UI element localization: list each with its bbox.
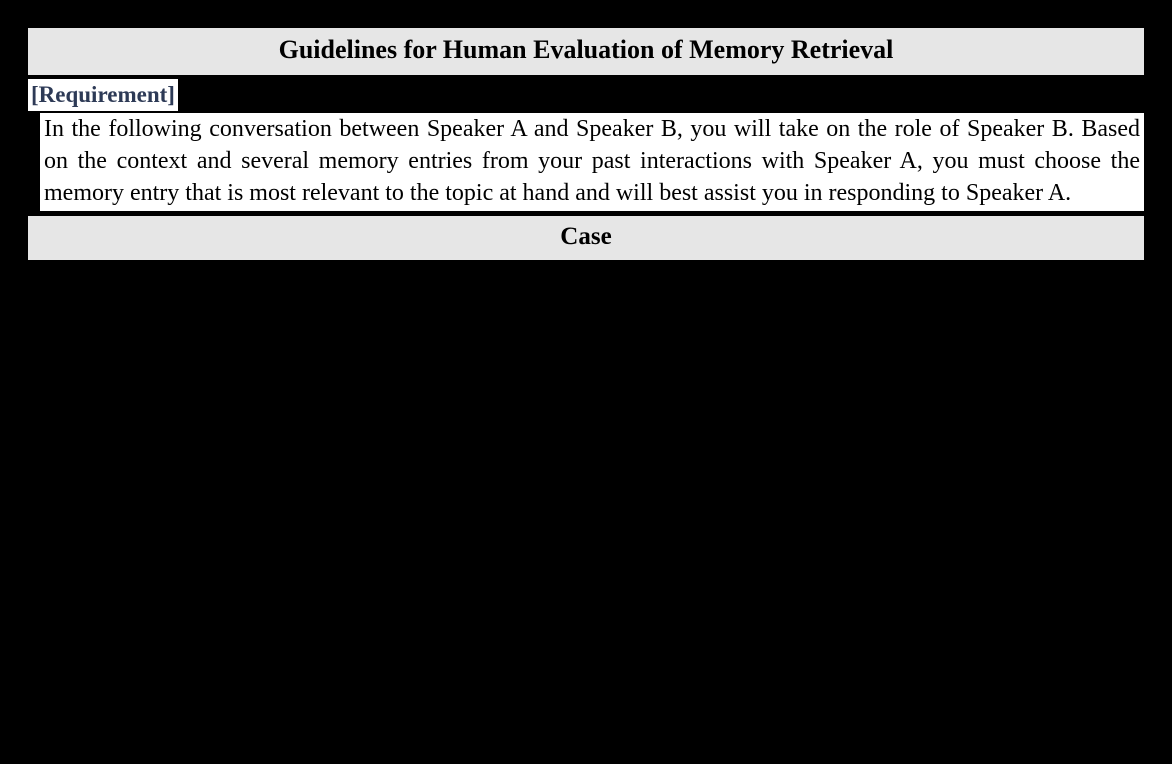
empty-area [0, 330, 1172, 764]
case-label: Case [28, 216, 1144, 259]
table-title: Guidelines for Human Evaluation of Memory Retrieval [28, 28, 1144, 75]
requirement-text: In the following conversation between Speaker A and Speaker B, you will take on the role of Speaker B. Based on the context and several memory entries from your past interactions with Speaker A, you must choose the memory entry that is most relevant to the topic at hand and will best assist you in responding to Speaker A. [44, 116, 1140, 206]
requirement-tag-line [28, 79, 1144, 112]
guidelines-table [28, 28, 1144, 260]
requirement-paragraph [40, 113, 1144, 211]
case-row [28, 216, 1144, 259]
requirement-block [28, 79, 1144, 212]
requirement-tag: [Requirement] [28, 79, 178, 112]
